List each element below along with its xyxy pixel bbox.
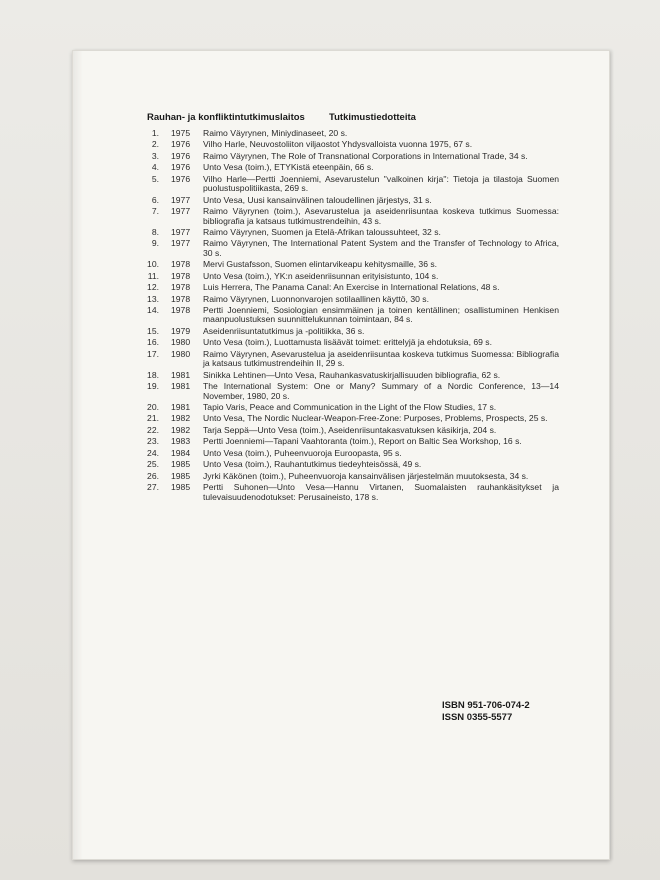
entry-year: 1982 <box>171 413 191 424</box>
entry-text: Raimo Väyrynen, The Role of Transnational Corporations in International Trade, 34 s. <box>203 150 528 161</box>
entry-year: 1976 <box>171 173 191 184</box>
entry-text: Raimo Väyrynen, The International Patent System and the Transfer of Technology to Africa, 30 s. <box>203 238 559 258</box>
entry-year: 1978 <box>171 305 191 316</box>
entry-text: Raimo Väyrynen (toim.), Asevarustelua ja aseidenriisuntaa koskeva tutkimus Suomessa: bibliografia ja katsaus tutkimustrendeihin, 43 s. <box>203 206 559 226</box>
entry-text: Raimo Väyrynen, Luonnonvarojen sotilaallinen käyttö, 30 s. <box>203 293 429 304</box>
publication-entry <box>145 272 565 281</box>
entry-number: 27. <box>147 482 159 493</box>
publication-entry <box>145 371 565 380</box>
entry-number: 8. <box>151 226 159 237</box>
publication-entry <box>145 472 565 481</box>
publication-entry <box>145 306 565 325</box>
entry-text: Unto Vesa, Uusi kansainvälinen taloudellinen järjestys, 31 s. <box>203 194 432 205</box>
publication-entry <box>145 460 565 469</box>
entry-number: 10. <box>147 259 159 270</box>
entry-year: 1984 <box>171 447 191 458</box>
entry-text: Sinikka Lehtinen—Unto Vesa, Rauhankasvatuskirjallisuuden bibliografia, 62 s. <box>203 369 501 380</box>
entry-year: 1985 <box>171 459 191 470</box>
entry-number: 5. <box>151 173 159 184</box>
entry-number: 17. <box>147 348 159 359</box>
entry-number: 15. <box>147 325 159 336</box>
entry-number: 18. <box>147 369 159 380</box>
entry-number: 11. <box>147 270 159 281</box>
entry-text: Unto Vesa (toim.), Rauhantutkimus tiedeyhteisössä, 49 s. <box>203 459 422 470</box>
entry-text: Luis Herrera, The Panama Canal: An Exercise in International Relations, 48 s. <box>203 282 500 293</box>
entry-year: 1978 <box>171 270 191 281</box>
entry-year: 1985 <box>171 482 191 493</box>
publication-entry <box>145 152 565 161</box>
publication-entry <box>145 140 565 149</box>
identifier-block <box>442 700 530 724</box>
publication-entry <box>145 426 565 435</box>
entry-number: 1. <box>151 128 159 138</box>
entry-year: 1978 <box>171 282 191 293</box>
entry-year: 1980 <box>171 337 191 348</box>
entry-text: Unto Vesa (toim.), ETYKistä eteenpäin, 66 s. <box>203 162 374 173</box>
entry-number: 12. <box>147 282 159 293</box>
entry-text: Raimo Väyrynen, Miniydinaseet, 20 s. <box>203 128 348 138</box>
publication-entry <box>145 239 565 258</box>
issn-number: ISSN 0355-5577 <box>442 712 513 723</box>
entry-text: Aseidenriisuntatutkimus ja -politiikka, 36 s. <box>203 325 365 336</box>
entry-number: 7. <box>151 206 159 217</box>
isbn-number: ISBN 951-706-074-2 <box>442 700 530 711</box>
book-back-cover <box>72 50 610 860</box>
entry-text: Pertti Joenniemi, Sosiologian ensimmäinen ja toinen kentällinen; osallistuminen Henkisen maanpuolustuksen suunnittelukunnan toimintaan, 84 s. <box>203 305 559 325</box>
entry-text: Unto Vesa (toim.), YK:n aseidenriisunnan erityisistunto, 104 s. <box>203 270 439 281</box>
entry-text: Mervi Gustafsson, Suomen elintarvikeapu kehitysmaille, 36 s. <box>203 259 438 270</box>
entry-text: Tarja Seppä—Unto Vesa (toim.), Aseidenriisuntakasvatuksen käsikirja, 204 s. <box>203 424 497 435</box>
publication-entry <box>145 437 565 446</box>
entry-year: 1983 <box>171 436 191 447</box>
entry-number: 3. <box>151 150 159 161</box>
entry-year: 1982 <box>171 424 191 435</box>
entry-year: 1977 <box>171 226 191 237</box>
publication-entry <box>145 295 565 304</box>
publication-entry <box>145 207 565 226</box>
publication-entry <box>145 483 565 502</box>
entry-year: 1976 <box>171 139 191 150</box>
entry-text: Vilho Harle—Pertti Joenniemi, Asevarustelun ''valkoinen kirja'': Tietoja ja tilastoja Suomen puolustuspolitiikasta, 269 s. <box>203 173 559 194</box>
entry-year: 1981 <box>171 381 191 392</box>
entry-year: 1981 <box>171 401 191 412</box>
entry-number: 16. <box>147 337 159 348</box>
publication-entry <box>145 449 565 458</box>
publication-entry <box>145 403 565 412</box>
entry-text: The International System: One or Many? Summary of a Nordic Conference, 13—14 November, 1980, 20 s. <box>203 381 559 401</box>
publication-entry <box>145 327 565 336</box>
entry-number: 22. <box>147 424 159 435</box>
publication-list <box>145 129 565 504</box>
publication-entry <box>145 175 565 194</box>
entry-number: 14. <box>147 305 159 316</box>
entry-year: 1977 <box>171 194 191 205</box>
publication-entry <box>145 260 565 269</box>
entry-number: 25. <box>147 459 159 470</box>
entry-year: 1979 <box>171 325 191 336</box>
entry-text: Jyrki Käkönen (toim.), Puheenvuoroja kansainvälisen järjestelmän muutoksesta, 34 s. <box>203 470 529 481</box>
entry-year: 1977 <box>171 206 191 217</box>
publication-entry <box>145 228 565 237</box>
entry-text: Unto Vesa, The Nordic Nuclear-Weapon-Free-Zone: Purposes, Problems, Prospects, 25 s. <box>203 413 548 424</box>
entry-text: Pertti Joenniemi—Tapani Vaahtoranta (toim.), Report on Baltic Sea Workshop, 16 s. <box>203 436 522 447</box>
entry-year: 1978 <box>171 259 191 270</box>
entry-number: 2. <box>151 139 159 150</box>
entry-year: 1985 <box>171 470 191 481</box>
entry-year: 1976 <box>171 150 191 161</box>
entry-number: 23. <box>147 436 159 447</box>
entry-number: 19. <box>147 381 159 392</box>
publication-entry <box>145 338 565 347</box>
entry-text: Raimo Väyrynen, Asevarustelua ja aseidenriisuntaa koskeva tutkimus Suomessa: Bibliografia ja katsaus tutkimustrendeihin II, 29 s. <box>203 348 559 369</box>
entry-text: Pertti Suhonen—Unto Vesa—Hannu Virtanen, Suomalaisten rauhankäsitykset ja tulevaisuudenodotukset: Perusaineisto, 178 s. <box>203 482 559 502</box>
entry-year: 1975 <box>171 128 191 138</box>
entry-text: Raimo Väyrynen, Suomen ja Etelä-Afrikan taloussuhteet, 32 s. <box>203 226 441 237</box>
entry-number: 13. <box>147 293 159 304</box>
entry-text: Unto Vesa (toim.), Luottamusta lisäävät toimet: erittelyjä ja ehdotuksia, 69 s. <box>203 337 492 348</box>
entry-text: Tapio Varis, Peace and Communication in the Light of the Flow Studies, 17 s. <box>203 401 497 412</box>
entry-number: 26. <box>147 470 159 481</box>
entry-number: 20. <box>147 401 159 412</box>
publication-entry <box>145 163 565 172</box>
entry-year: 1976 <box>171 162 191 173</box>
series-title: Rauhan- ja konfliktintutkimuslaitos <box>147 112 305 123</box>
entry-year: 1980 <box>171 348 191 359</box>
spine-shadow <box>73 51 83 859</box>
publication-entry <box>145 129 565 138</box>
publication-entry <box>145 196 565 205</box>
entry-number: 4. <box>151 162 159 173</box>
entry-year: 1978 <box>171 293 191 304</box>
entry-number: 24. <box>147 447 159 458</box>
entry-text: Vilho Harle, Neuvostoliiton viljaostot Yhdysvalloista vuonna 1975, 67 s. <box>203 139 473 150</box>
publication-entry <box>145 414 565 423</box>
entry-number: 6. <box>151 194 159 205</box>
entry-number: 21. <box>147 413 159 424</box>
subseries-title: Tutkimustiedotteita <box>329 112 416 123</box>
publication-entry <box>145 382 565 401</box>
entry-number: 9. <box>151 238 159 249</box>
publication-entry <box>145 350 565 369</box>
publication-entry <box>145 283 565 292</box>
entry-text: Unto Vesa (toim.), Puheenvuoroja Euroopasta, 95 s. <box>203 447 402 458</box>
entry-year: 1981 <box>171 369 191 380</box>
entry-year: 1977 <box>171 238 191 249</box>
